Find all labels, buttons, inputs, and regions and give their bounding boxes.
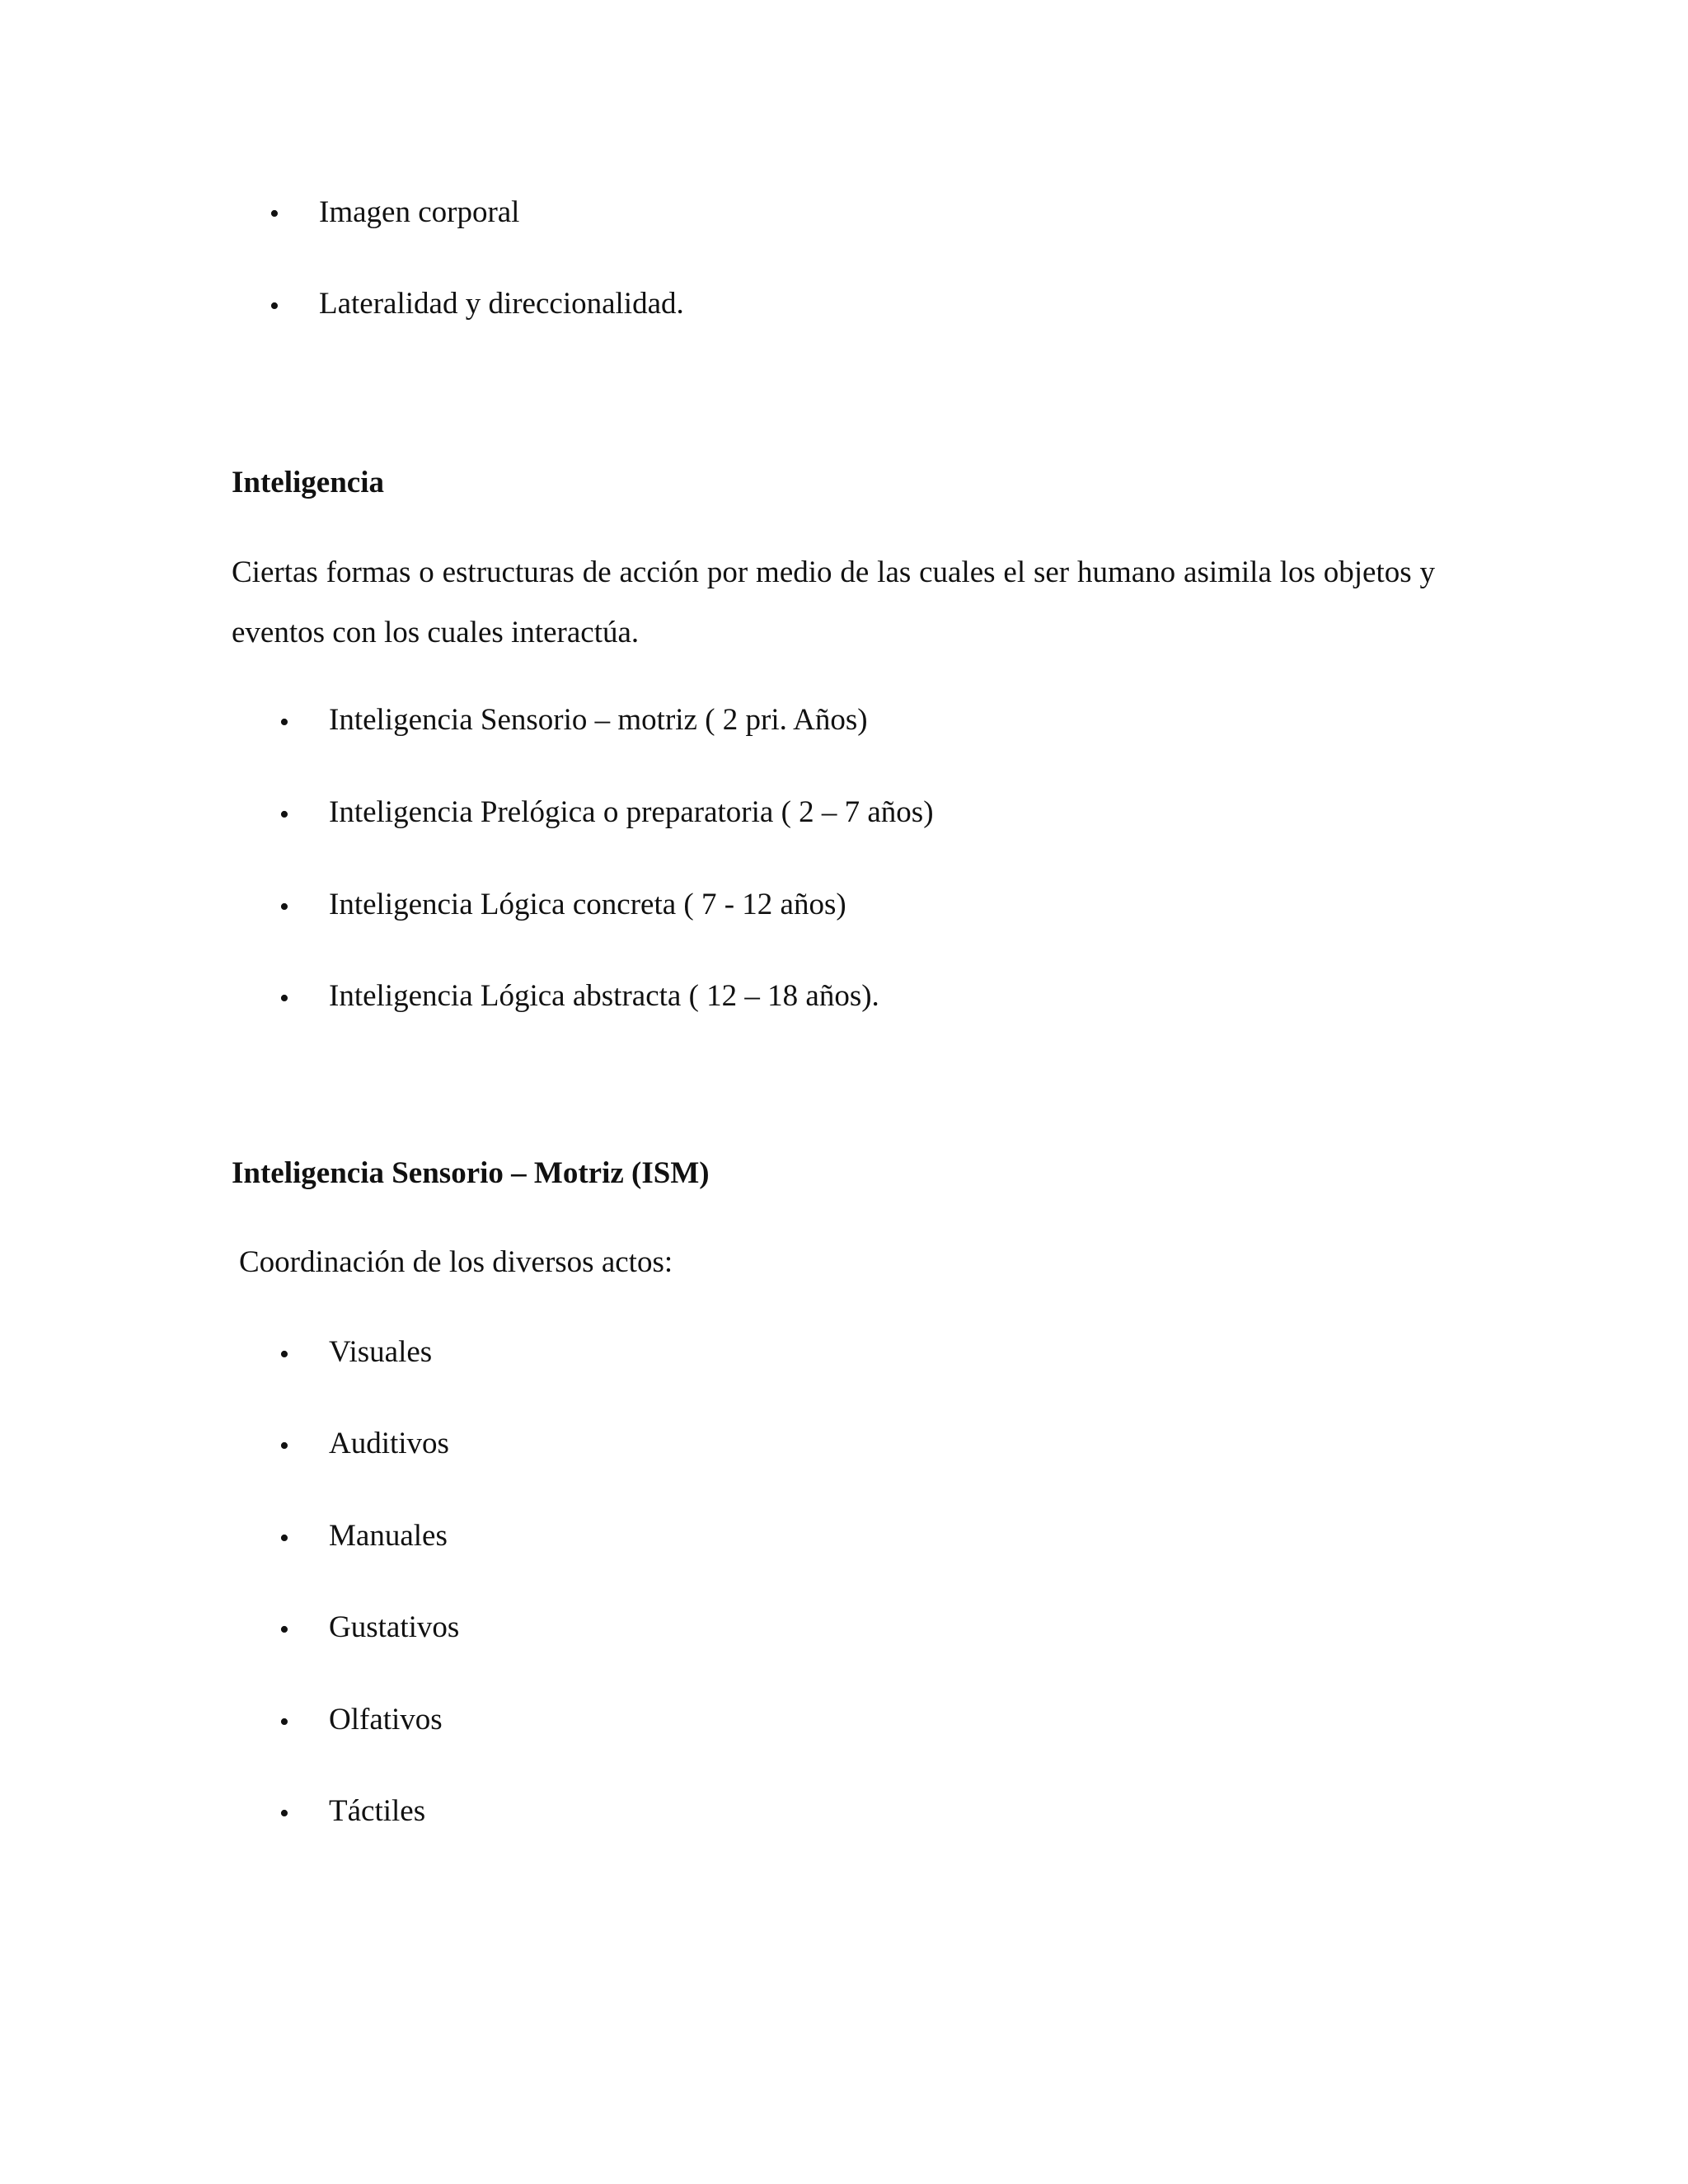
bullet-icon: • — [279, 1431, 289, 1461]
list-item: Imagen corporal — [319, 195, 520, 229]
bullet-icon: • — [270, 199, 279, 229]
section-heading: Inteligencia — [232, 466, 384, 499]
bullet-icon: • — [279, 983, 289, 1014]
section-intro: Coordinación de los diversos actos: — [239, 1245, 673, 1279]
bullet-icon: • — [270, 291, 279, 321]
bullet-icon: • — [279, 1523, 289, 1554]
list-item: Gustativos — [329, 1610, 460, 1644]
bullet-icon: • — [279, 707, 289, 738]
list-item: Auditivos — [329, 1427, 449, 1460]
list-item: Inteligencia Lógica concreta ( 7 - 12 años) — [329, 888, 846, 921]
section-paragraph: Ciertas formas o estructuras de acción por medio de las cuales el ser humano asimila los objetos y eventos con los cuales interactúa. — [232, 555, 1435, 649]
list-item: Manuales — [329, 1519, 448, 1553]
section-heading: Inteligencia Sensorio – Motriz (ISM) — [232, 1156, 710, 1190]
list-item: Inteligencia Sensorio – motriz ( 2 pri. Años) — [329, 703, 868, 737]
bullet-icon: • — [279, 892, 289, 922]
bullet-icon: • — [279, 1339, 289, 1370]
list-item: Inteligencia Prelógica o preparatoria ( 2 – 7 años) — [329, 795, 934, 829]
bullet-icon: • — [279, 1798, 289, 1829]
bullet-icon: • — [279, 1615, 289, 1645]
list-item: Táctiles — [329, 1794, 426, 1828]
list-item: Visuales — [329, 1335, 433, 1369]
list-item: Inteligencia Lógica abstracta ( 12 – 18 años). — [329, 979, 879, 1013]
list-item: Lateralidad y direccionalidad. — [319, 287, 684, 321]
bullet-icon: • — [279, 799, 289, 830]
list-item: Olfativos — [329, 1703, 443, 1736]
bullet-icon: • — [279, 1707, 289, 1737]
